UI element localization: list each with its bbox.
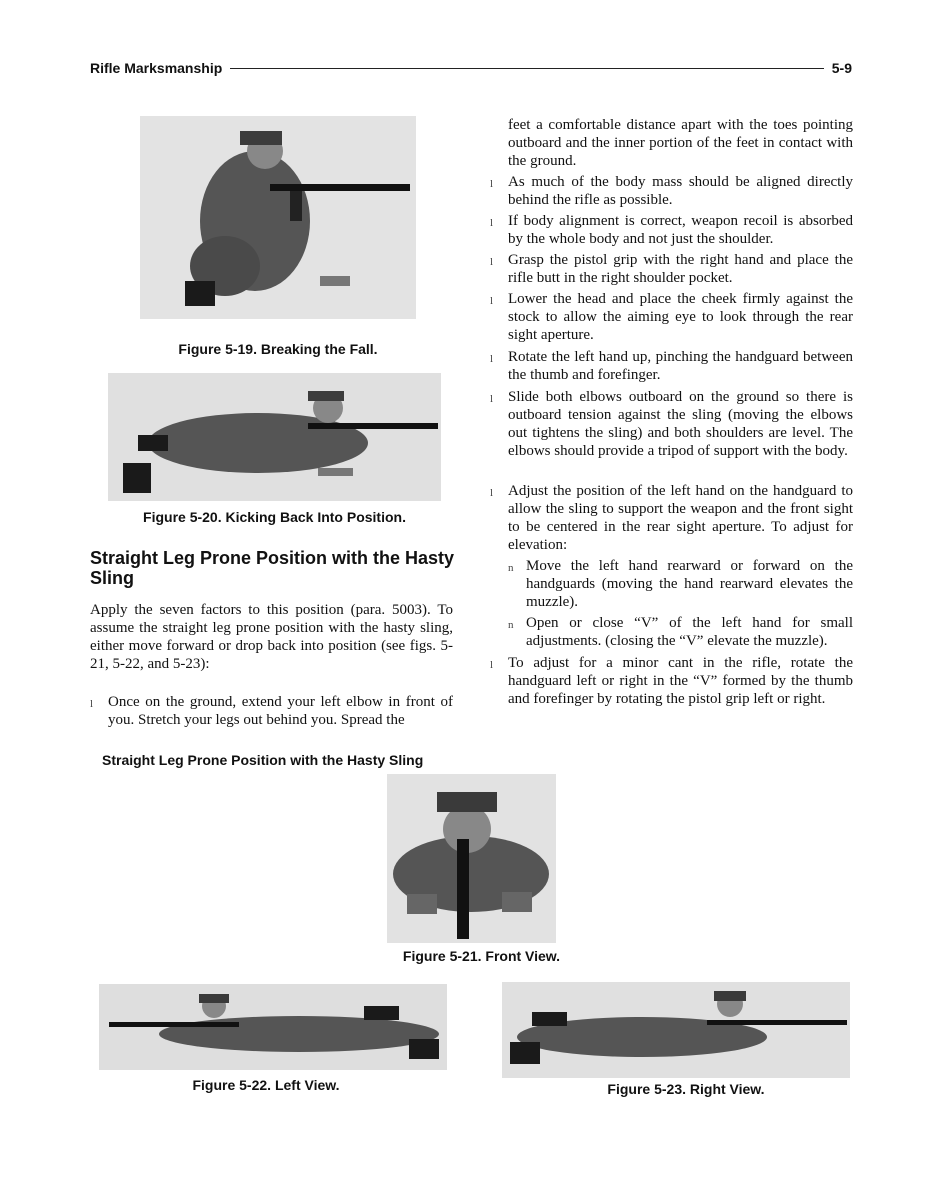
sub-bullet-mark: n (508, 619, 514, 631)
bullet-text: If body alignment is correct, weapon recoil is absorbed by the whole body and not just the shoulder. (508, 213, 853, 247)
bullet-mark: l (490, 217, 494, 229)
right-bullet-3 (490, 251, 853, 287)
sub-bullet-mark: n (508, 562, 514, 574)
figure-5-21-photo (387, 774, 556, 943)
figure-5-20-caption: Figure 5-20. Kicking Back Into Position. (143, 509, 406, 525)
bullet-mark: l (490, 659, 494, 671)
bullet-mark: l (90, 698, 94, 710)
bullet-text: Once on the ground, extend your left elbow in front of you. Stretch your legs out behind you. Spread the (108, 694, 453, 728)
figure-group-title: Straight Leg Prone Position with the Hasty Sling (102, 752, 424, 768)
figure-5-20-photo (108, 373, 441, 501)
bullet-mark: l (490, 487, 494, 499)
bullet-text: Grasp the pistol grip with the right hand and place the rifle butt in the right shoulder pocket. (508, 252, 853, 286)
bullet-text: Lower the head and place the cheek firmly against the stock to allow the aiming eye to look through the rear sight aperture. (508, 291, 853, 343)
right-sub-bullet-2 (508, 614, 853, 650)
figure-5-22-caption: Figure 5-22. Left View. (192, 1077, 340, 1093)
bullet-mark: l (490, 295, 494, 307)
right-bullet-5 (490, 348, 853, 384)
right-continuation: feet a comfortable distance apart with the toes pointing outboard and the inner portion of the feet in contact with the ground. (508, 117, 853, 169)
running-header (90, 60, 852, 80)
right-bullet-2 (490, 212, 853, 248)
chapter-title: Rifle Marksmanship (90, 60, 223, 76)
figure-5-23-photo (502, 982, 850, 1078)
right-sub-bullet-1 (508, 557, 853, 611)
bullet-text: Rotate the left hand up, pinching the handguard between the thumb and forefinger. (508, 349, 853, 383)
bullet-mark: l (490, 393, 494, 405)
intro-paragraph: Apply the seven factors to this position (para. 5003). To assume the straight leg prone position with the hasty sling, either move forward or drop back into position (see figs. 5-21, 5-22, and 5-23): (90, 602, 453, 672)
figure-5-22-photo (99, 984, 447, 1070)
bullet-text: Move the left hand rearward or forward on the handguards (moving the hand rearward elevates the muzzle). (526, 558, 853, 610)
bullet-mark: l (490, 178, 494, 190)
bullet-text: Adjust the position of the left hand on the handguard to allow the sling to support the weapon and the front sight to be centered in the rear sight aperture. To adjust for elevation: (508, 483, 853, 553)
bullet-text: As much of the body mass should be aligned directly behind the rifle as possible. (508, 174, 853, 208)
bullet-text: Open or close “V” of the left hand for small adjustments. (closing the “V” elevate the muzzle). (526, 615, 853, 649)
right-bullet-8 (490, 654, 853, 708)
figure-5-21-caption: Figure 5-21. Front View. (402, 948, 561, 964)
bullet-mark: l (490, 256, 494, 268)
bullet-text: To adjust for a minor cant in the rifle, rotate the handguard left or right in the “V” formed by the thumb and forefinger by rotating the pistol grip left or right. (508, 655, 853, 707)
header-rule (230, 68, 824, 69)
figure-5-23-caption: Figure 5-23. Right View. (607, 1081, 765, 1097)
page-number: 5-9 (831, 60, 852, 76)
right-bullet-7 (490, 482, 853, 554)
section-heading: Straight Leg Prone Position with the Hasty Sling (90, 548, 455, 588)
figure-5-19-caption: Figure 5-19. Breaking the Fall. (178, 341, 378, 357)
figure-5-19-photo (140, 116, 416, 319)
bullet-text: Slide both elbows outboard on the ground so there is outboard tension against the sling (moving the elbows out tightens the sling) and both shoulders are level. The elbows should provide a tripod of support with the body. (508, 389, 853, 459)
right-bullet-4 (490, 290, 853, 344)
right-bullet-6 (490, 388, 853, 460)
right-bullet-1 (490, 173, 853, 209)
bullet-mark: l (490, 353, 494, 365)
left-bullet-1 (90, 693, 453, 729)
